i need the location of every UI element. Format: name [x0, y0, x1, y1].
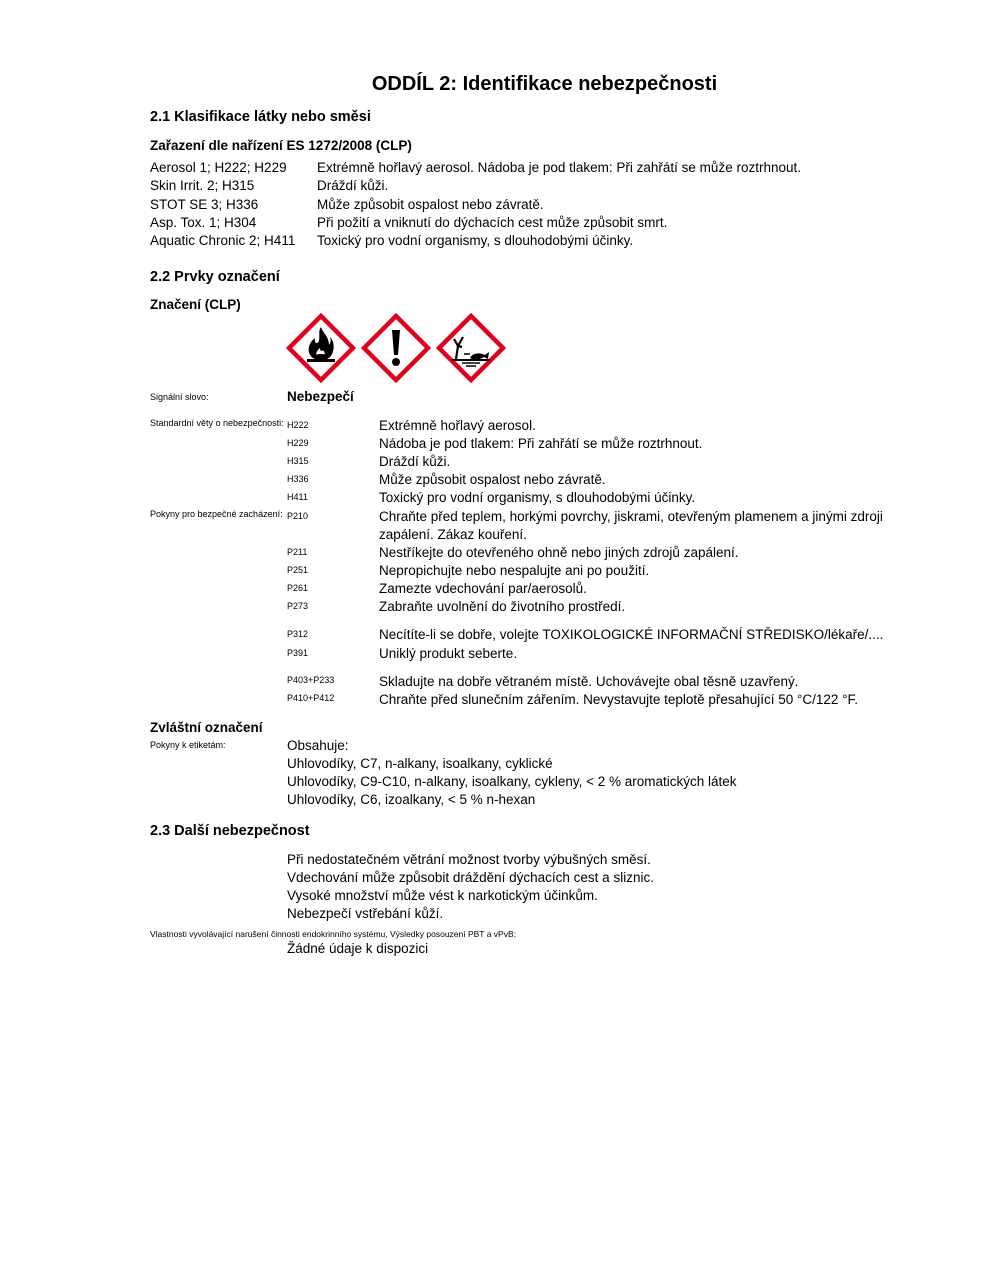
hazard-statements-label: Standardní věty o nebezpečnosti: [150, 418, 284, 428]
classification-code: Aquatic Chronic 2; H411 [150, 233, 296, 248]
section-title: ODDÍL 2: Identifikace nebezpečnosti [371, 73, 718, 95]
environment-pictogram-icon [436, 313, 506, 383]
other-hazard-item: Vdechování může způsobit dráždění dýchacích cest a sliznic. [287, 870, 654, 885]
precaution-code: P251 [287, 565, 309, 575]
label-note: Obsahuje: [287, 738, 349, 753]
hazard-code: H229 [287, 438, 309, 448]
classification-description: Extrémně hořlavý aerosol. Nádoba je pod tlakem: Při zahřátí se může roztrhnout. [317, 160, 801, 175]
precaution-text: Necítíte-li se dobře, volejte TOXIKOLOGICKÉ INFORMAČNÍ STŘEDISKO/lékaře/.... [379, 627, 884, 642]
other-hazard-item: Při nedostatečném větrání možnost tvorby výbušných směsí. [287, 852, 651, 867]
classification-description: Dráždí kůži. [317, 178, 389, 193]
label-note: Uhlovodíky, C7, n-alkany, isoalkany, cyklické [287, 756, 553, 771]
precautionary-statements-label: Pokyny pro bezpečné zacházení: [150, 509, 283, 519]
other-hazard-item: Nebezpečí vstřebání kůží. [287, 906, 444, 921]
precaution-text: Chraňte před slunečním zářením. Nevystavujte teplotě přesahující 50 °C/122 °F. [379, 692, 859, 707]
label-notes-label: Pokyny k etiketám: [150, 740, 226, 750]
classification-code: Aerosol 1; H222; H229 [150, 160, 287, 175]
hazard-text: Může způsobit ospalost nebo závratě. [379, 472, 606, 487]
precaution-text: Nepropichujte nebo nespalujte ani po použití. [379, 563, 650, 578]
hazard-text: Toxický pro vodní organismy, s dlouhodobými účinky. [379, 490, 696, 505]
hazard-code: H315 [287, 456, 309, 466]
hazard-code: H336 [287, 474, 309, 484]
label-note: Uhlovodíky, C9-C10, n-alkany, isoalkany, cykleny, < 2 % aromatických látek [287, 774, 737, 789]
precaution-code: P410+P412 [287, 693, 335, 703]
heading-2-1: 2.1 Klasifikace látky nebo směsi [150, 109, 371, 125]
endocrine-pbt-label: Vlastnosti vyvolávající narušení činnosti endokrinního systému, Výsledky posouzení PBT a vPvB: [150, 929, 516, 939]
precaution-code: P211 [287, 547, 308, 557]
precaution-text: Zabraňte uvolnění do životního prostředí. [379, 599, 626, 614]
classification-description: Toxický pro vodní organismy, s dlouhodobými účinky. [317, 233, 634, 248]
precaution-code: P210 [287, 511, 309, 521]
hazard-text: Dráždí kůži. [379, 454, 451, 469]
hazard-text: Nádoba je pod tlakem: Při zahřátí se může roztrhnout. [379, 436, 703, 451]
heading-2-2: 2.2 Prvky označení [150, 269, 280, 285]
special-labelling-heading: Zvláštní označení [150, 720, 263, 735]
classification-code: Asp. Tox. 1; H304 [150, 215, 257, 230]
hazard-code: H411 [287, 492, 308, 502]
precaution-text: Skladujte na dobře větraném místě. Uchovávejte obal těsně uzavřený. [379, 674, 799, 689]
precaution-code: P391 [287, 648, 309, 658]
precaution-code: P273 [287, 601, 309, 611]
label-note: Uhlovodíky, C6, izoalkany, < 5 % n-hexan [287, 792, 536, 807]
heading-2-3: 2.3 Další nebezpečnost [150, 823, 310, 839]
signal-word: Nebezpečí [287, 389, 354, 404]
subheading-clp-classification: Zařazení dle nařízení ES 1272/2008 (CLP) [150, 138, 412, 153]
precaution-text: Zamezte vdechování par/aerosolů. [379, 581, 587, 596]
subheading-clp-labelling: Značení (CLP) [150, 297, 241, 312]
precaution-text: Nestříkejte do otevřeného ohně nebo jiných zdrojů zapálení. [379, 545, 739, 560]
classification-code: STOT SE 3; H336 [150, 197, 259, 212]
other-hazard-item: Vysoké množství může vést k narkotickým účinkům. [287, 888, 598, 903]
hazard-code: H222 [287, 420, 309, 430]
hazard-text: Extrémně hořlavý aerosol. [379, 418, 536, 433]
signal-word-label: Signální slovo: [150, 392, 209, 402]
precaution-text: Chraňte před teplem, horkými povrchy, jiskrami, otevřeným plamenem a jinými zdroji zapálení. Zákaz kouření. [379, 509, 883, 542]
endocrine-pbt-value: Žádné údaje k dispozici [287, 941, 429, 956]
classification-code: Skin Irrit. 2; H315 [150, 178, 255, 193]
precaution-code: P312 [287, 629, 309, 639]
precaution-code: P261 [287, 583, 309, 593]
classification-description: Při požití a vniknutí do dýchacích cest může způsobit smrt. [317, 215, 668, 230]
flame-pictogram-icon [286, 313, 356, 383]
classification-description: Může způsobit ospalost nebo závratě. [317, 197, 544, 212]
exclamation-pictogram-icon [361, 313, 431, 383]
precaution-code: P403+P233 [287, 675, 335, 685]
precaution-text: Uniklý produkt seberte. [379, 646, 518, 661]
